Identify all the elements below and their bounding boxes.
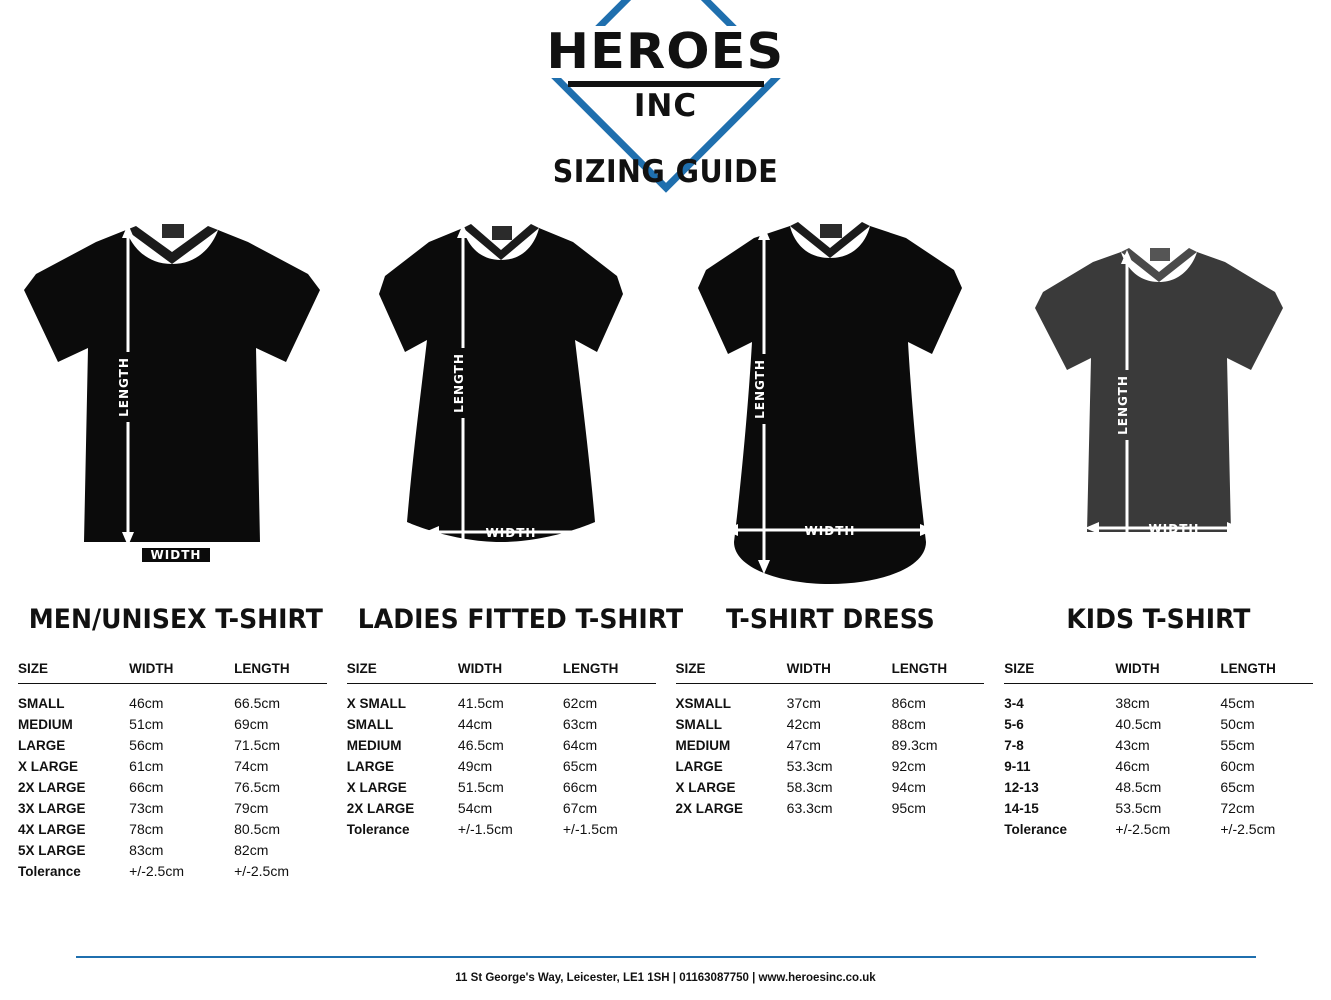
table-row bbox=[347, 798, 656, 819]
cell-size: 2X LARGE bbox=[346, 800, 415, 816]
cell-width: 83cm bbox=[129, 842, 164, 858]
cell-length: 63cm bbox=[562, 716, 598, 732]
cell-size: MEDIUM bbox=[675, 737, 731, 753]
column-tshirt-dress bbox=[666, 212, 995, 882]
page-title: SIZING GUIDE bbox=[552, 154, 779, 190]
cell-length: +/-2.5cm bbox=[234, 863, 289, 879]
th-size: SIZE bbox=[18, 661, 129, 684]
table-row bbox=[1004, 819, 1313, 840]
table-row bbox=[18, 819, 327, 840]
table-row bbox=[18, 777, 327, 798]
cell-size: X LARGE bbox=[18, 758, 79, 774]
table-header-row bbox=[18, 661, 327, 684]
garment-title-kids: KIDS T-SHIRT bbox=[1066, 604, 1251, 635]
cell-width: 56cm bbox=[129, 737, 164, 753]
table-row bbox=[18, 714, 327, 735]
table-row bbox=[1004, 756, 1313, 777]
cell-width: 66cm bbox=[129, 779, 164, 795]
table-row bbox=[676, 735, 985, 756]
th-length: LENGTH bbox=[234, 661, 327, 684]
cell-size: XSMALL bbox=[675, 695, 731, 711]
cell-width: 78cm bbox=[129, 821, 164, 837]
cell-width: 53.3cm bbox=[786, 758, 833, 774]
width-label: WIDTH bbox=[1148, 522, 1200, 536]
cell-width: 58.3cm bbox=[786, 779, 833, 795]
cell-size: 4X LARGE bbox=[18, 821, 86, 837]
cell-width: 44cm bbox=[457, 716, 493, 732]
table-row bbox=[1004, 798, 1313, 819]
garment-title-dress: T-SHIRT DRESS bbox=[725, 604, 935, 635]
th-length: LENGTH bbox=[563, 661, 656, 684]
cell-size: MEDIUM bbox=[346, 737, 402, 753]
cell-size: 9-11 bbox=[1004, 758, 1031, 774]
cell-width: 63.3cm bbox=[786, 800, 833, 816]
width-label: WIDTH bbox=[804, 524, 856, 538]
cell-length: 92cm bbox=[891, 758, 926, 774]
footer-divider bbox=[76, 956, 1256, 958]
cell-size: SMALL bbox=[18, 695, 65, 711]
cell-size: X LARGE bbox=[346, 779, 407, 795]
cell-width: 61cm bbox=[129, 758, 164, 774]
table-row bbox=[18, 798, 327, 819]
cell-width: +/-2.5cm bbox=[1115, 821, 1171, 837]
cell-length: 89.3cm bbox=[891, 737, 938, 753]
size-table-kids bbox=[1004, 661, 1313, 840]
cell-length: +/-1.5cm bbox=[562, 821, 618, 837]
table-row bbox=[347, 777, 656, 798]
cell-width: 73cm bbox=[129, 800, 164, 816]
th-width: WIDTH bbox=[129, 661, 234, 684]
th-width: WIDTH bbox=[458, 661, 563, 684]
th-length: LENGTH bbox=[892, 661, 985, 684]
cell-width: 47cm bbox=[786, 737, 821, 753]
cell-width: 38cm bbox=[1115, 695, 1150, 711]
cell-width: 46.5cm bbox=[457, 737, 504, 753]
cell-length: 94cm bbox=[891, 779, 926, 795]
width-label: WIDTH bbox=[485, 526, 537, 540]
cell-length: 55cm bbox=[1220, 737, 1255, 753]
cell-size: LARGE bbox=[18, 737, 66, 753]
table-row bbox=[18, 861, 327, 882]
cell-width: +/-2.5cm bbox=[129, 863, 185, 879]
size-table-ladies bbox=[347, 661, 656, 840]
cell-width: 46cm bbox=[1115, 758, 1150, 774]
table-row bbox=[1004, 777, 1313, 798]
column-kids bbox=[994, 212, 1323, 882]
cell-length: 80.5cm bbox=[234, 821, 281, 837]
cell-length: 64cm bbox=[562, 737, 598, 753]
table-row bbox=[676, 684, 985, 714]
table-row bbox=[1004, 684, 1313, 714]
cell-width: 37cm bbox=[786, 695, 821, 711]
table-row bbox=[18, 684, 327, 714]
cell-length: 69cm bbox=[234, 716, 269, 732]
cell-length: 45cm bbox=[1220, 695, 1255, 711]
sizing-columns bbox=[0, 212, 1331, 882]
table-row bbox=[347, 735, 656, 756]
cell-length: 72cm bbox=[1220, 800, 1255, 816]
table-row bbox=[18, 756, 327, 777]
cell-width: 41.5cm bbox=[457, 695, 504, 711]
cell-width: 54cm bbox=[457, 800, 493, 816]
table-row bbox=[676, 756, 985, 777]
cell-length: 71.5cm bbox=[234, 737, 281, 753]
th-size: SIZE bbox=[676, 661, 787, 684]
cell-size: X SMALL bbox=[346, 695, 406, 711]
footer-contact: 11 St George's Way, Leicester, LE1 1SH | 01163087750 | www.heroesinc.co.uk bbox=[455, 972, 876, 984]
logo-divider bbox=[568, 81, 764, 87]
cell-length: 50cm bbox=[1220, 716, 1255, 732]
cell-size: 7-8 bbox=[1004, 737, 1024, 753]
length-label: LENGTH bbox=[117, 357, 132, 417]
cell-size: X LARGE bbox=[675, 779, 736, 795]
cell-size: SMALL bbox=[346, 716, 394, 732]
cell-length: 74cm bbox=[234, 758, 269, 774]
table-header-row bbox=[676, 661, 985, 684]
cell-length: 79cm bbox=[234, 800, 269, 816]
cell-width: 42cm bbox=[786, 716, 821, 732]
table-row bbox=[1004, 714, 1313, 735]
cell-size: Tolerance bbox=[18, 863, 81, 879]
cell-length: 82cm bbox=[234, 842, 269, 858]
page-header bbox=[0, 0, 1331, 190]
size-table-mens bbox=[18, 661, 327, 882]
cell-size: 5X LARGE bbox=[18, 842, 86, 858]
table-row bbox=[347, 756, 656, 777]
cell-size: LARGE bbox=[346, 758, 394, 774]
garment-title-ladies: LADIES FITTED T-SHIRT bbox=[357, 604, 683, 635]
cell-length: 95cm bbox=[891, 800, 926, 816]
cell-size: 14-15 bbox=[1004, 800, 1039, 816]
cell-width: 49cm bbox=[457, 758, 493, 774]
brand-logo bbox=[516, 14, 816, 134]
cell-size: Tolerance bbox=[346, 821, 410, 837]
table-header-row bbox=[1004, 661, 1313, 684]
th-width: WIDTH bbox=[1115, 661, 1220, 684]
cell-size: 3-4 bbox=[1004, 695, 1024, 711]
length-label: LENGTH bbox=[752, 359, 767, 419]
cell-width: 40.5cm bbox=[1115, 716, 1162, 732]
cell-size: 2X LARGE bbox=[18, 779, 86, 795]
garment-title-mens: MEN/UNISEX T-SHIRT bbox=[28, 604, 323, 635]
table-row bbox=[676, 777, 985, 798]
th-size: SIZE bbox=[1004, 661, 1115, 684]
table-row bbox=[676, 714, 985, 735]
table-header-row bbox=[347, 661, 656, 684]
table-row bbox=[347, 819, 656, 840]
cell-width: 43cm bbox=[1115, 737, 1150, 753]
cell-width: 51.5cm bbox=[457, 779, 504, 795]
tshirt-dress-icon bbox=[676, 212, 985, 592]
logo-heroes-text: HEROES bbox=[542, 26, 788, 78]
cell-size: Tolerance bbox=[1004, 821, 1068, 837]
table-row bbox=[347, 714, 656, 735]
cell-size: 2X LARGE bbox=[675, 800, 744, 816]
table-row bbox=[18, 840, 327, 861]
cell-length: 65cm bbox=[1220, 779, 1255, 795]
cell-width: 48.5cm bbox=[1115, 779, 1162, 795]
cell-length: 66cm bbox=[562, 779, 598, 795]
cell-width: 46cm bbox=[129, 695, 164, 711]
cell-width: +/-1.5cm bbox=[457, 821, 513, 837]
cell-size: SMALL bbox=[675, 716, 722, 732]
cell-width: 53.5cm bbox=[1115, 800, 1162, 816]
cell-length: 86cm bbox=[891, 695, 926, 711]
page-footer bbox=[0, 956, 1331, 1000]
logo-inc-text: INC bbox=[628, 90, 703, 122]
cell-length: 60cm bbox=[1220, 758, 1255, 774]
cell-size: 3X LARGE bbox=[18, 800, 86, 816]
kids-tshirt-icon bbox=[1004, 212, 1313, 592]
width-label: WIDTH bbox=[150, 548, 202, 562]
cell-size: LARGE bbox=[675, 758, 723, 774]
column-mens-unisex bbox=[8, 212, 337, 882]
cell-size: MEDIUM bbox=[18, 716, 73, 732]
cell-length: 67cm bbox=[562, 800, 598, 816]
length-label: LENGTH bbox=[452, 353, 467, 413]
cell-length: 76.5cm bbox=[234, 779, 281, 795]
column-ladies-fitted bbox=[337, 212, 683, 882]
table-row bbox=[1004, 735, 1313, 756]
cell-length: 62cm bbox=[562, 695, 598, 711]
th-size: SIZE bbox=[347, 661, 458, 684]
table-row bbox=[676, 798, 985, 819]
cell-width: 51cm bbox=[129, 716, 164, 732]
table-row bbox=[18, 735, 327, 756]
logo-text bbox=[516, 14, 816, 134]
mens-tshirt-icon bbox=[18, 212, 327, 592]
cell-length: +/-2.5cm bbox=[1220, 821, 1276, 837]
cell-length: 66.5cm bbox=[234, 695, 281, 711]
size-table-dress bbox=[676, 661, 985, 819]
cell-size: 5-6 bbox=[1004, 716, 1024, 732]
cell-length: 88cm bbox=[891, 716, 926, 732]
table-row bbox=[347, 684, 656, 714]
ladies-fitted-tshirt-icon bbox=[347, 212, 656, 592]
cell-size: 12-13 bbox=[1004, 779, 1039, 795]
length-label: LENGTH bbox=[1115, 375, 1130, 435]
cell-length: 65cm bbox=[562, 758, 598, 774]
th-length: LENGTH bbox=[1220, 661, 1313, 684]
th-width: WIDTH bbox=[787, 661, 892, 684]
